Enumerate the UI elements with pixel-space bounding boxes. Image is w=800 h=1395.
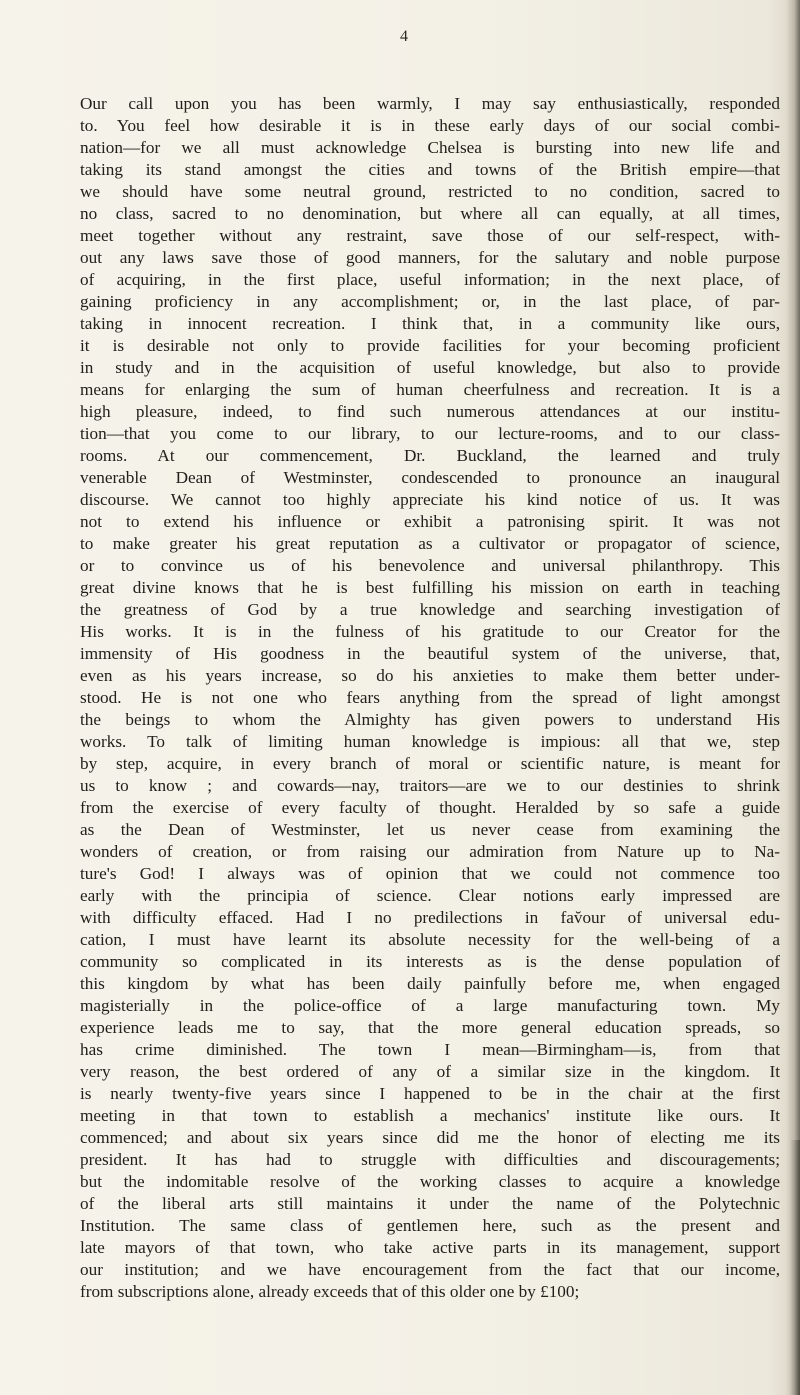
text-line: the beings to whom the Almighty has given powers to understand His (80, 710, 780, 729)
text-line: great divine knows that he is best fulfilling his mission on earth in teaching (80, 578, 780, 597)
text-line: is nearly twenty-five years since I happened to be in the chair at the first (80, 1084, 780, 1103)
text-line: president. It has had to struggle with difficulties and discouragements; (80, 1150, 780, 1169)
text-line: rooms. At our commencement, Dr. Buckland, the learned and truly (80, 446, 780, 465)
text-line: Our call upon you has been warmly, I may say enthusiastically, responded (80, 94, 780, 113)
text-line: in study and in the acquisition of useful knowledge, but also to provide (80, 358, 780, 377)
text-line: community so complicated in its interests as is the dense population of (80, 952, 780, 971)
text-line: discourse. We cannot too highly appreciate his kind notice of us. It was (80, 490, 780, 509)
text-line: this kingdom by what has been daily painfully before me, when engaged (80, 974, 780, 993)
text-line: taking in innocent recreation. I think that, in a community like ours, (80, 314, 780, 333)
text-line: His works. It is in the fulness of his gratitude to our Creator for the (80, 622, 780, 641)
text-line: stood. He is not one who fears anything from the spread of light amongst (80, 688, 780, 707)
text-line: late mayors of that town, who take active parts in its management, support (80, 1238, 780, 1257)
text-line: as the Dean of Westminster, let us never cease from examining the (80, 820, 780, 839)
body-text (80, 93, 780, 1303)
text-line: tion—that you come to our library, to our lecture-rooms, and to our class- (80, 424, 780, 443)
text-line: out any laws save those of good manners, for the salutary and noble purpose (80, 248, 780, 267)
text-line: cation, I must have learnt its absolute necessity for the well-being of a (80, 930, 780, 949)
text-line: by step, acquire, in every branch of moral or scientific nature, is meant for (80, 754, 780, 773)
text-line: wonders of creation, or from raising our admiration from Nature up to Na- (80, 842, 780, 861)
text-line: of acquiring, in the first place, useful information; in the next place, of (80, 270, 780, 289)
text-line: from subscriptions alone, already exceeds that of this older one by £100; (80, 1282, 580, 1301)
text-line: taking its stand amongst the cities and towns of the British empire—that (80, 160, 780, 179)
text-line: no class, sacred to no denomination, but where all can equally, at all times, (80, 204, 780, 223)
text-line: immensity of His goodness in the beautiful system of the universe, that, (80, 644, 780, 663)
text-line: meet together without any restraint, save those of our self-respect, with- (80, 226, 780, 245)
text-line: early with the principia of science. Clear notions early impressed are (80, 886, 780, 905)
text-line: but the indomitable resolve of the working classes to acquire a knowledge (80, 1172, 780, 1191)
text-line: meeting in that town to establish a mechanics' institute like ours. It (80, 1106, 780, 1125)
text-line: works. To talk of limiting human knowledge is impious: all that we, step (80, 732, 780, 751)
text-line: of the liberal arts still maintains it under the name of the Polytechnic (80, 1194, 780, 1213)
text-line: magisterially in the police-office of a large manufacturing town. My (80, 996, 780, 1015)
text-line: experience leads me to say, that the more general education spreads, so (80, 1018, 780, 1037)
text-line: Institution. The same class of gentlemen here, such as the present and (80, 1216, 780, 1235)
text-line: or to convince us of his benevolence and universal philanthropy. This (80, 556, 780, 575)
text-line: nation—for we all must acknowledge Chelsea is bursting into new life and (80, 138, 780, 157)
text-line: gaining proficiency in any accomplishment; or, in the last place, of par- (80, 292, 780, 311)
text-line: high pleasure, indeed, to find such numerous attendances at our institu- (80, 402, 780, 421)
text-line: from the exercise of every faculty of thought. Heralded by so safe a guide (80, 798, 780, 817)
text-line: the greatness of God by a true knowledge and searching investigation of (80, 600, 780, 619)
text-line: ture's God! I always was of opinion that we could not commence too (80, 864, 780, 883)
text-line: we should have some neutral ground, restricted to no condition, sacred to (80, 182, 780, 201)
text-line: even as his years increase, so do his anxieties to make them better under- (80, 666, 780, 685)
page-edge-shadow-lower (790, 1140, 800, 1395)
text-line: to make greater his great reputation as a cultivator or propagator of science, (80, 534, 780, 553)
text-line: venerable Dean of Westminster, condescended to pronounce an inaugural (80, 468, 780, 487)
text-line: commenced; and about six years since did me the honor of electing me its (80, 1128, 780, 1147)
text-line: to. You feel how desirable it is in these early days of our social combi- (80, 116, 780, 135)
text-line: very reason, the best ordered of any of a similar size in the kingdom. It (80, 1062, 780, 1081)
text-line: not to extend his influence or exhibit a patronising spirit. It was not (80, 512, 780, 531)
page-number: 4 (400, 28, 408, 45)
text-line: it is desirable not only to provide facilities for your becoming proficient (80, 336, 780, 355)
text-line: with difficulty effaced. Had I no predilections in fav̆our of universal edu- (80, 908, 780, 927)
text-line: our institution; and we have encouragement from the fact that our income, (80, 1260, 780, 1279)
text-line: us to know ; and cowards—nay, traitors—are we to our destinies to shrink (80, 776, 780, 795)
text-line: has crime diminished. The town I mean—Birmingham—is, from that (80, 1040, 780, 1059)
text-line: means for enlarging the sum of human cheerfulness and recreation. It is a (80, 380, 780, 399)
